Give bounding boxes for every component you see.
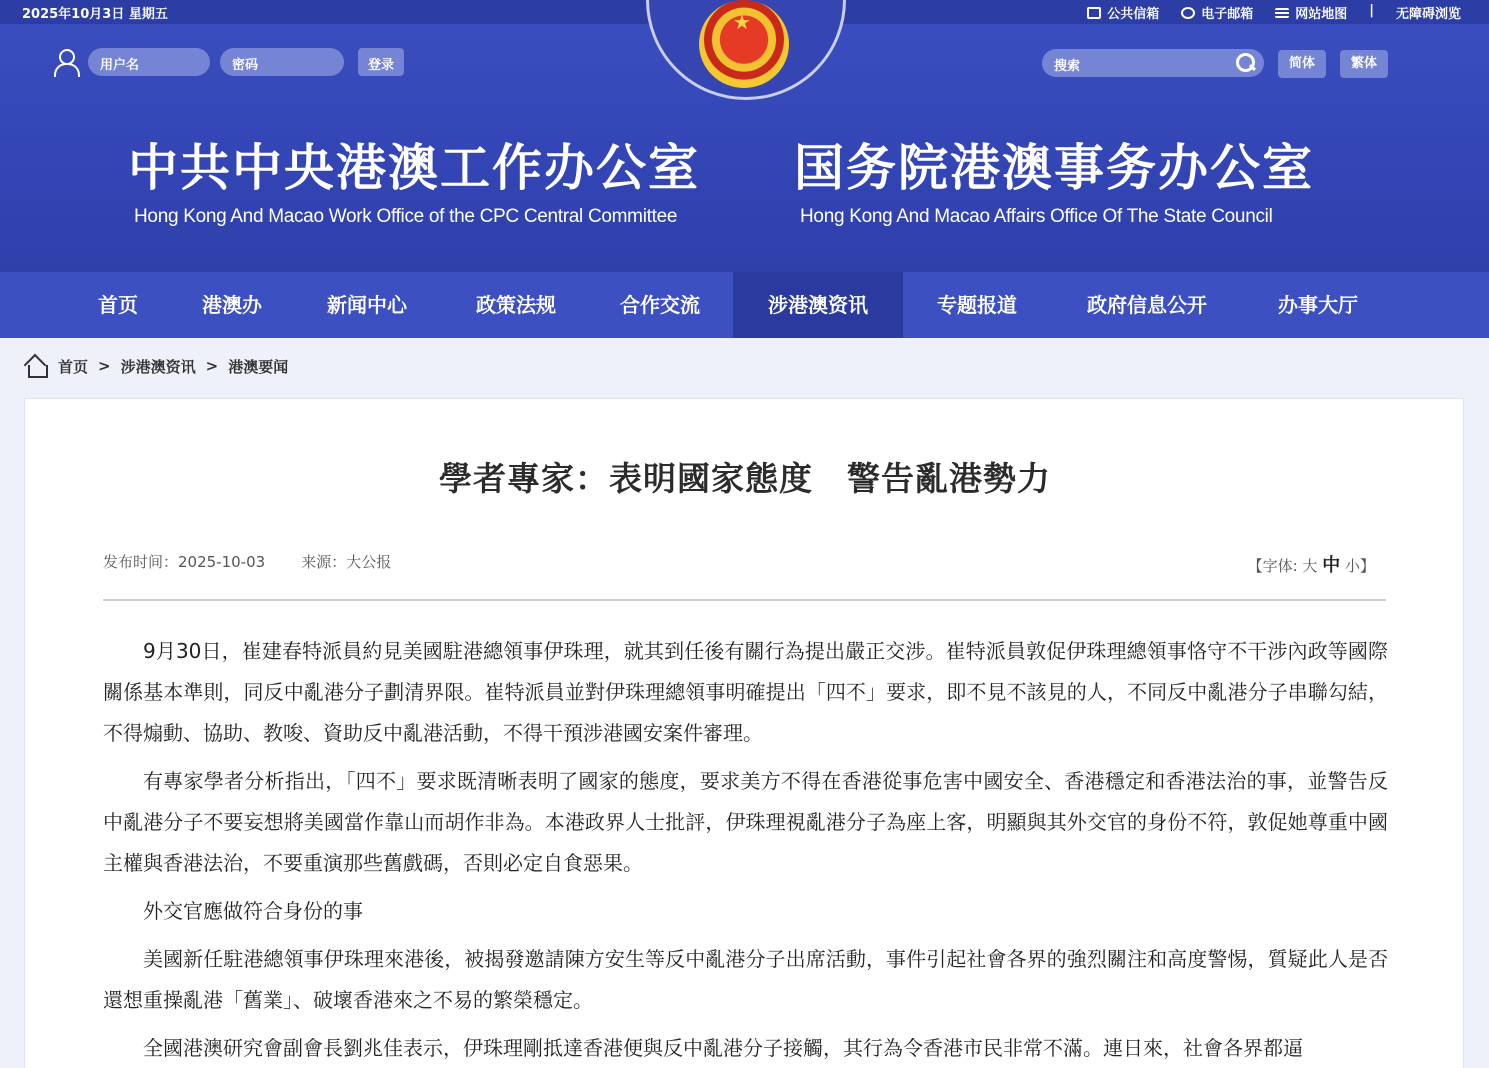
article-meta [103, 551, 391, 572]
org-en-name: Hong Kong And Macao Affairs Office Of The State Council [800, 206, 1273, 227]
nav-item-news-center[interactable]: 新闻中心 [327, 293, 407, 317]
public-mailbox-link[interactable]: 公共信箱 [1087, 3, 1159, 22]
email-link[interactable]: 电子邮箱 [1181, 3, 1253, 22]
breadcrumb-home[interactable]: 首页 [58, 357, 89, 376]
national-emblem-icon [699, 0, 789, 88]
breadcrumb-separator: > [98, 357, 111, 375]
search-input[interactable] [1042, 49, 1264, 77]
login-bar [52, 48, 404, 76]
simplified-chinese-button[interactable]: 简体 [1278, 50, 1326, 78]
nav-item-services[interactable]: 办事大厅 [1278, 293, 1358, 317]
breadcrumb-separator: > [205, 357, 219, 375]
article-source: 来源：大公报 [301, 553, 392, 571]
link-separator: | [1369, 3, 1374, 18]
article-paragraph: 有專家學者分析指出，「四不」要求既清晰表明了國家的態度，要求美方不得在香港從事危害中國安全、香港穩定和香港法治的事，並警告反中亂港分子不要妄想將美國當作靠山而胡作非為。本港政界人士批評，伊珠理視亂港分子為座上客，明顯與其外交官的身份不符，敦促她尊重中國主權與香港法治，不要重演那些舊戲碼，否則必定自食惡果。 [103, 769, 1388, 875]
article-paragraph: 全國港澳研究會副會長劉兆佳表示，伊珠理剛抵達香港便與反中亂港分子接觸，其行為令香港市民非常不滿。連日來，社會各界都逼 [143, 1036, 1303, 1060]
sitemap-link[interactable]: 网站地图 [1275, 3, 1347, 22]
search-icon[interactable] [1236, 53, 1254, 71]
meta-divider [103, 599, 1386, 601]
breadcrumb-level1[interactable]: 涉港澳资讯 [120, 357, 196, 376]
menu-icon [1275, 8, 1289, 18]
current-date: 2025年10月3日 星期五 [22, 7, 168, 22]
username-input[interactable]: 用户名 [88, 48, 210, 76]
home-icon[interactable] [24, 355, 48, 377]
login-button[interactable]: 登录 [358, 48, 404, 76]
nav-item-hk-macao-news[interactable]: 涉港澳资讯 [733, 272, 903, 338]
font-size-controls [1248, 551, 1375, 577]
traditional-chinese-button[interactable]: 繁体 [1340, 50, 1388, 78]
article-body [103, 631, 1388, 1068]
user-icon [52, 49, 78, 75]
org-name-cpc [128, 128, 700, 228]
article-paragraph: 美國新任駐港總領事伊珠理來港後，被揭發邀請陳方安生等反中亂港分子出席活動，事件引起社會各界的強烈關注和高度警惕，質疑此人是否還想重操亂港「舊業」、破壞香港來之不易的繁榮穩定。 [103, 947, 1388, 1012]
nav-item-cooperation[interactable]: 合作交流 [620, 293, 700, 317]
org-cn-name: 中共中央港澳工作办公室 [128, 139, 700, 197]
at-icon [1181, 7, 1195, 19]
article-paragraph: 9月30日，崔建春特派員約見美國駐港總領事伊珠理，就其到任後有關行為提出嚴正交涉。崔特派員敦促伊珠理總領事恪守不干涉內政等國際關係基本準則，同反中亂港分子劃清界限。崔特派員並對伊珠理總領事明確提出「四不」要求，即不見不該見的人，不同反中亂港分子串聯勾結，不得煽動、協助、教唆、資助反中亂港活動，不得干預涉港國安案件審理。 [103, 639, 1388, 745]
article-subheading: 外交官應做符合身份的事 [143, 899, 363, 923]
org-en-name: Hong Kong And Macao Work Office of the CPC Central Committee [134, 206, 678, 227]
article-title: 學者專家：表明國家態度 警告亂港勢力 [439, 459, 1051, 498]
org-name-state-council [794, 128, 1314, 228]
accessibility-link[interactable]: 无障碍浏览 [1395, 7, 1461, 22]
article-panel [24, 398, 1464, 1068]
password-input[interactable]: 密码 [220, 48, 344, 76]
nav-item-gov-info[interactable]: 政府信息公开 [1087, 293, 1207, 317]
font-size-large[interactable]: 【字体: 大 [1247, 557, 1318, 575]
breadcrumb-level2[interactable]: 港澳要闻 [228, 357, 289, 376]
nav-item-special-reports[interactable]: 专题报道 [937, 293, 1017, 317]
main-nav [0, 272, 1489, 338]
top-links [1087, 3, 1461, 22]
nav-item-home[interactable]: 首页 [98, 293, 138, 317]
publish-time: 发布时间：2025-10-03 [103, 553, 266, 571]
font-size-medium[interactable]: 中 [1322, 555, 1341, 576]
mail-icon [1087, 7, 1101, 19]
breadcrumb [24, 355, 288, 377]
site-header [0, 0, 1489, 272]
font-size-small[interactable]: 小】 [1344, 557, 1375, 575]
org-cn-name: 国务院港澳事务办公室 [794, 139, 1314, 197]
nav-item-policies[interactable]: 政策法规 [476, 293, 556, 317]
search-placeholder: 搜索 [1054, 59, 1081, 74]
nav-item-hkmao[interactable]: 港澳办 [202, 293, 262, 317]
